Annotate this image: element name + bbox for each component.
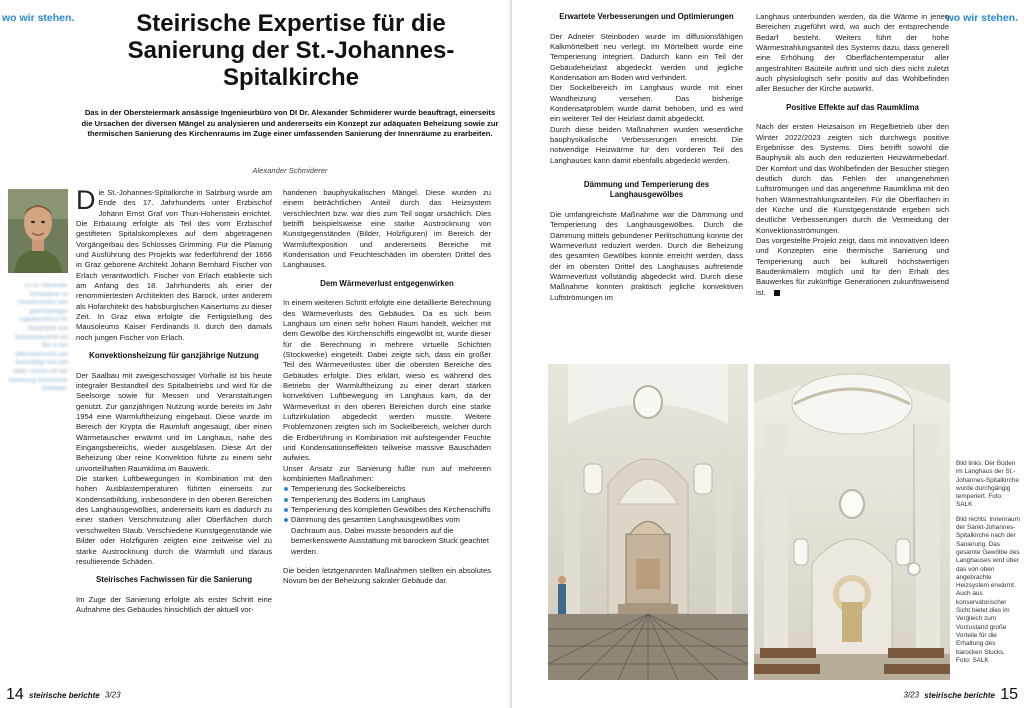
paragraph: Der Adneter Steinboden wurde im diffusionsfähigen Kalkmörtelbett neu verlegt. Im Mörtelbett wurde eine Temperierung integriert. Dadurch kann ein Teil der Gebäudeheizlast abgedeckt werden und jegliche Kondensation am Boden wird verhindert. bbox=[550, 31, 743, 82]
article-column-3 bbox=[550, 12, 743, 303]
magazine-name: steirische berichte bbox=[924, 690, 995, 700]
paragraph: In einem weiteren Schritt erfolgte eine detaillierte Berechnung des Wärmeverlusts des Gebäudes. Da es sich beim Langhaus um einen sehr hohen Raum handelt, welcher mit dem Gewölbe des Kirchenschiffs eingewölbt ist, wurde dieser für die Berechnung in mehrere virtuelle Schichten (Stockwerke) eingeteilt. Dabei zeigte sich, dass ein großer Teil des Wärmeverlustes über die obersten Bereiche des Gebäudes erfolgte. Dies erklärt, wieso es während des Betriebs der Warmluftheizung zu einer derart starken konvektiven Luftbewegung im Langhaus kam, da der Wärmeverlust in den oberen Bereichen durch eine starke Luftzirkulation abgedeckt werden musste. Weitere Problemzonen zeigten sich im Sockelbereich, welcher durch die Erdberührung in Kombination mit aufsteigender Feuchte und Kondensationseffekten teilweise massive Bauschäden aufwies. bbox=[283, 298, 491, 463]
list-item: Temperierung des Sockelbereichs bbox=[283, 484, 491, 494]
caption-right-photo: Bild rechts: Innenraum der Sankt-Johannes-Spitalkirche nach der Sanierung. Das gesamte Gewölbe des Langhauses wird über das von oben angebrachte Heizsystem erwärmt. Auch aus konservatorischer Sicht bietet dies im Vergleich zum Vorzustand große Vorteile für die Erhaltung des barocken Stucks. Foto: SALK bbox=[956, 515, 1020, 664]
caption-left-photo: Bild links: Der Boden im Langhaus der St.-Johannes-Spitalkirche wurde durchgängig temperiert. Foto: SALK bbox=[956, 460, 1019, 509]
list-item: Temperierung des kompletten Gewölbes des Kirchenschiffs bbox=[283, 505, 491, 515]
paragraph: Durch diese beiden Maßnahmen wurden wesentliche bauphysikalische Verbesserungen erreicht. Die notwendige Heizwärme für den vorderen Teil des Langhauses kann damit ebenfalls abgedeckt werden. bbox=[550, 124, 743, 165]
article-author: Alexander Schmiderer bbox=[252, 166, 328, 175]
portrait-caption: DI Dr. Alexander Schmiderer ist Gesellschafter des gleichnamigen Ingenieurbüros für Bauphysik und Gebäudetechnik mit Sitz in der Obersteiermark und beschäftigt sich seit vielen Jahren mit der Sanierung historischer Gebäude. bbox=[8, 283, 68, 393]
subheading-daemmung: Dämmung und Temperierung des Langhausgewölbes bbox=[583, 179, 710, 200]
page-number: 14 bbox=[6, 686, 24, 703]
paragraph: Die umfangreichste Maßnahme war die Dämmung und Temperierung des Langhausgewölbes. Durch die Dämmung mittels gebundener Perlitschüttung konnte der Wärmeverlust reduziert werden. Durch die Beheizung des gesamten Gewölbes konnte erreicht werden, dass der im obersten Drittel des Langhauses auftretende Wärmeverlust vollständig abgedeckt wird. Durch diese Maßnahme konnten praktisch jegliche konvektiven Luftströmungen im bbox=[550, 209, 743, 302]
right-page bbox=[512, 0, 1024, 708]
photo-captions bbox=[956, 460, 1020, 671]
list-item: Temperierung des Bodens im Langhaus bbox=[283, 495, 491, 505]
subheading-verbesserungen: Erwartete Verbesserungen und Optimierungen bbox=[559, 12, 734, 21]
paragraph: Langhaus unterbunden werden, da die Wärme in jenen Bereichen zugeführt wird, wo auch der entsprechende Bedarf besteht. Weiters führt der hohe Wärmestrahlungsanteil des Systems dazu, dass generell eine Erhöhung der Oberflächentemperatur aller angestrahlten Bauteile auftritt und sich dies nicht zuletzt auch physiologisch sehr positiv auf das Wohlbefinden aller Besucher der Kirche auswirkt. bbox=[756, 12, 949, 94]
paragraph: Der Sockelbereich im Langhaus wurde mit einer Wandheizung versehen. Das bisherige Kondensatproblem wurde damit behoben, und es wird ein weiterer Teil der Heizlast damit abgedeckt. bbox=[550, 83, 743, 124]
author-portrait bbox=[8, 189, 68, 273]
church-interior-photo bbox=[754, 364, 950, 680]
issue-number: 3/23 bbox=[903, 690, 920, 700]
measures-list bbox=[283, 484, 491, 556]
drop-cap: D bbox=[76, 185, 96, 215]
paragraph: Im Zuge der Sanierung erfolgte als erster Schritt eine Aufnahme des Gebäudes hinsichtlich der aktuell vor- bbox=[76, 594, 272, 615]
section-tag[interactable]: wo wir stehen. bbox=[945, 12, 1018, 24]
section-tag[interactable]: wo wir stehen. bbox=[2, 12, 75, 24]
article-column-2 bbox=[283, 188, 491, 587]
paragraph: Der Saalbau mit zweigeschossiger Vorhalle ist bis heute integraler Bestandteil des Spitalbetriebs und wird für die Seelsorge sowie für Messen und Veranstaltungen genutzt. Zur ganzjährigen Nutzung wurde bereits im Jahr 1954 eine Warmluftheizung eingebaut. Diese wurde im Bereich der Krypta die Raumluft angesaugt, über einen Wärmetauscher erwärmt und im Langhaus, nahe des Eingangsbereichs, wieder ausgeblasen. Diese Art der Beheizung über reine Konvektion führte zu einem sehr unvorteilhaften Raumklima im Bauwerk. bbox=[76, 370, 272, 473]
subheading-waermeverlust: Dem Wärmeverlust entgegenwirken bbox=[320, 278, 454, 288]
article-headline: Steirische Expertise für die Sanierung der St.-Johannes-Spitalkirche bbox=[127, 10, 455, 91]
subheading-fachwissen: Steirisches Fachwissen für die Sanierung bbox=[95, 575, 253, 585]
church-floor-photo bbox=[548, 364, 748, 680]
subheading-konvektionsheizung: Konvektionsheizung für ganzjährige Nutzung bbox=[89, 351, 259, 361]
footer-left bbox=[6, 686, 121, 704]
closing-paragraph: Das vorgestellte Projekt zeigt, dass mit innovativen Ideen und Konzepten eine thermische Sanierung und Temperierung auch bei kulturell höchstwertigen Baudenkmälern möglich und für den Erhalt des Bauwerkes für zukünftige Generationen zukunftsweisend ist. bbox=[756, 236, 949, 297]
paragraph: Nach der ersten Heizsaison im Regelbetrieb über den Winter 2022/2023 zeigten sich durchwegs positive Ergebnisse des Systems. Dies betrifft sowohl die Bauphysik als auch den reduzierten Heizwärmebedarf. Der Komfort und das Wohlbefinden der Besucher stiegen deutlich durch das Fehlen der unangenehmen Luftströmungen und das angenehme Raumklima mit den hohen Wärmestrahlungsanteilen. Für die Oberflächen in der Kirche und die Kunstgegenstände ergeben sich deutliche Verbesserungen durch die Vermeidung der Konvektionsströmungen. bbox=[756, 122, 949, 235]
article-lead: Das in der Obersteiermark ansässige Ingenieurbüro von DI Dr. Alexander Schmiderer wurde beauftragt, einerseits die Ursachen der diversen Mängel zu analysieren und andererseits ein Konzept zur adäquaten Beheizung sowie zur thermischen Sanierung des Kirchenraums im Zuge einer umfassenden Sanierung der Innenräume zu erarbeiten. bbox=[81, 108, 499, 139]
paragraph: Die beiden letztgenannten Maßnahmen stellten ein absolutes Novum bei der Beheizung sakraler Gebäude dar. bbox=[283, 565, 491, 586]
end-mark bbox=[774, 290, 780, 296]
subheading-raumklima: Positive Effekte auf das Raumklima bbox=[786, 102, 919, 112]
paragraph: handenen bauphysikalischen Mängel. Diese wurden zu einem beträchtlichen Anteil durch das Heizsystem verschlechtert bzw. war dies zum Teil sogar ursächlich. Dies betrifft beispielsweise eine starke Austrocknung von Kunstgegenständen (Bilder, Holzfiguren) im Bereich der Warmluftexposition und andererseits Bereiche mit Kondensation und Feuchteschäden im obersten Drittel des Langhauses. bbox=[283, 188, 491, 270]
intro-paragraph: Die St.-Johannes-Spitalkirche in Salzburg wurde am Ende des 17. Jahrhunderts unter Erzbischof Johann Ernst Graf von Thun-Hohenstein errichtet. Die Erbauung erfolgte als Teil des vom Erzbischof gestifteten Spitalskomplexes auf dem abgetragenen Vorgängerbau des Schlosses Grimming. Für die Planung und Ausführung des Projekts war federführend der 1656 in Graz geborene Architekt Johann Bernhard Fischer von Erlach verantwortlich. Fischer von Erlach etablierte sich am Anfang des 18. Jahrhunderts als einer der renommiertesten Architekten des Barock, unter anderem als Hofarchitekt des habsburgischen Kaisertums zu dieser Zeit. In Graz etwa erfolgte die Fertigstellung des Mausoleums Kaiser Ferdinands II. durch den damals noch jungen Fischer von Erlach. bbox=[76, 185, 272, 342]
page-number: 15 bbox=[1000, 686, 1018, 703]
paragraph: Die starken Luftbewegungen in Kombination mit den hohen Ausblastemperaturen führten einerseits zur Kondensatbildung, insbesondere in den oberen Bereichen des Langhausgewölbes, andererseits kam es dadurch zu einer starken Verschmutzung aller Oberflächen durch verschwelten Staub. Verschiedene Kunstgegenstände wie Bilder oder Holzfiguren zeigten eine zeitweise viel zu starke Austrocknung durch die Warmluft und daraus resultierende Schäden. bbox=[76, 474, 272, 566]
list-item: Dämmung des gesamten Langhausgewölbes vom Dachraum aus. Dabei musste besonders auf die bemerkenswerte Ausstattung mit barockem Stuck geachtet werden. bbox=[283, 515, 491, 556]
article-column-1 bbox=[76, 185, 272, 615]
paragraph: Unser Ansatz zur Sanierung fußte nun auf mehreren kombinierten Maßnahmen: bbox=[283, 463, 491, 484]
article-column-4 bbox=[756, 12, 949, 298]
magazine-name: steirische berichte bbox=[29, 690, 100, 700]
issue-number: 3/23 bbox=[104, 690, 121, 700]
footer-right bbox=[903, 686, 1018, 704]
